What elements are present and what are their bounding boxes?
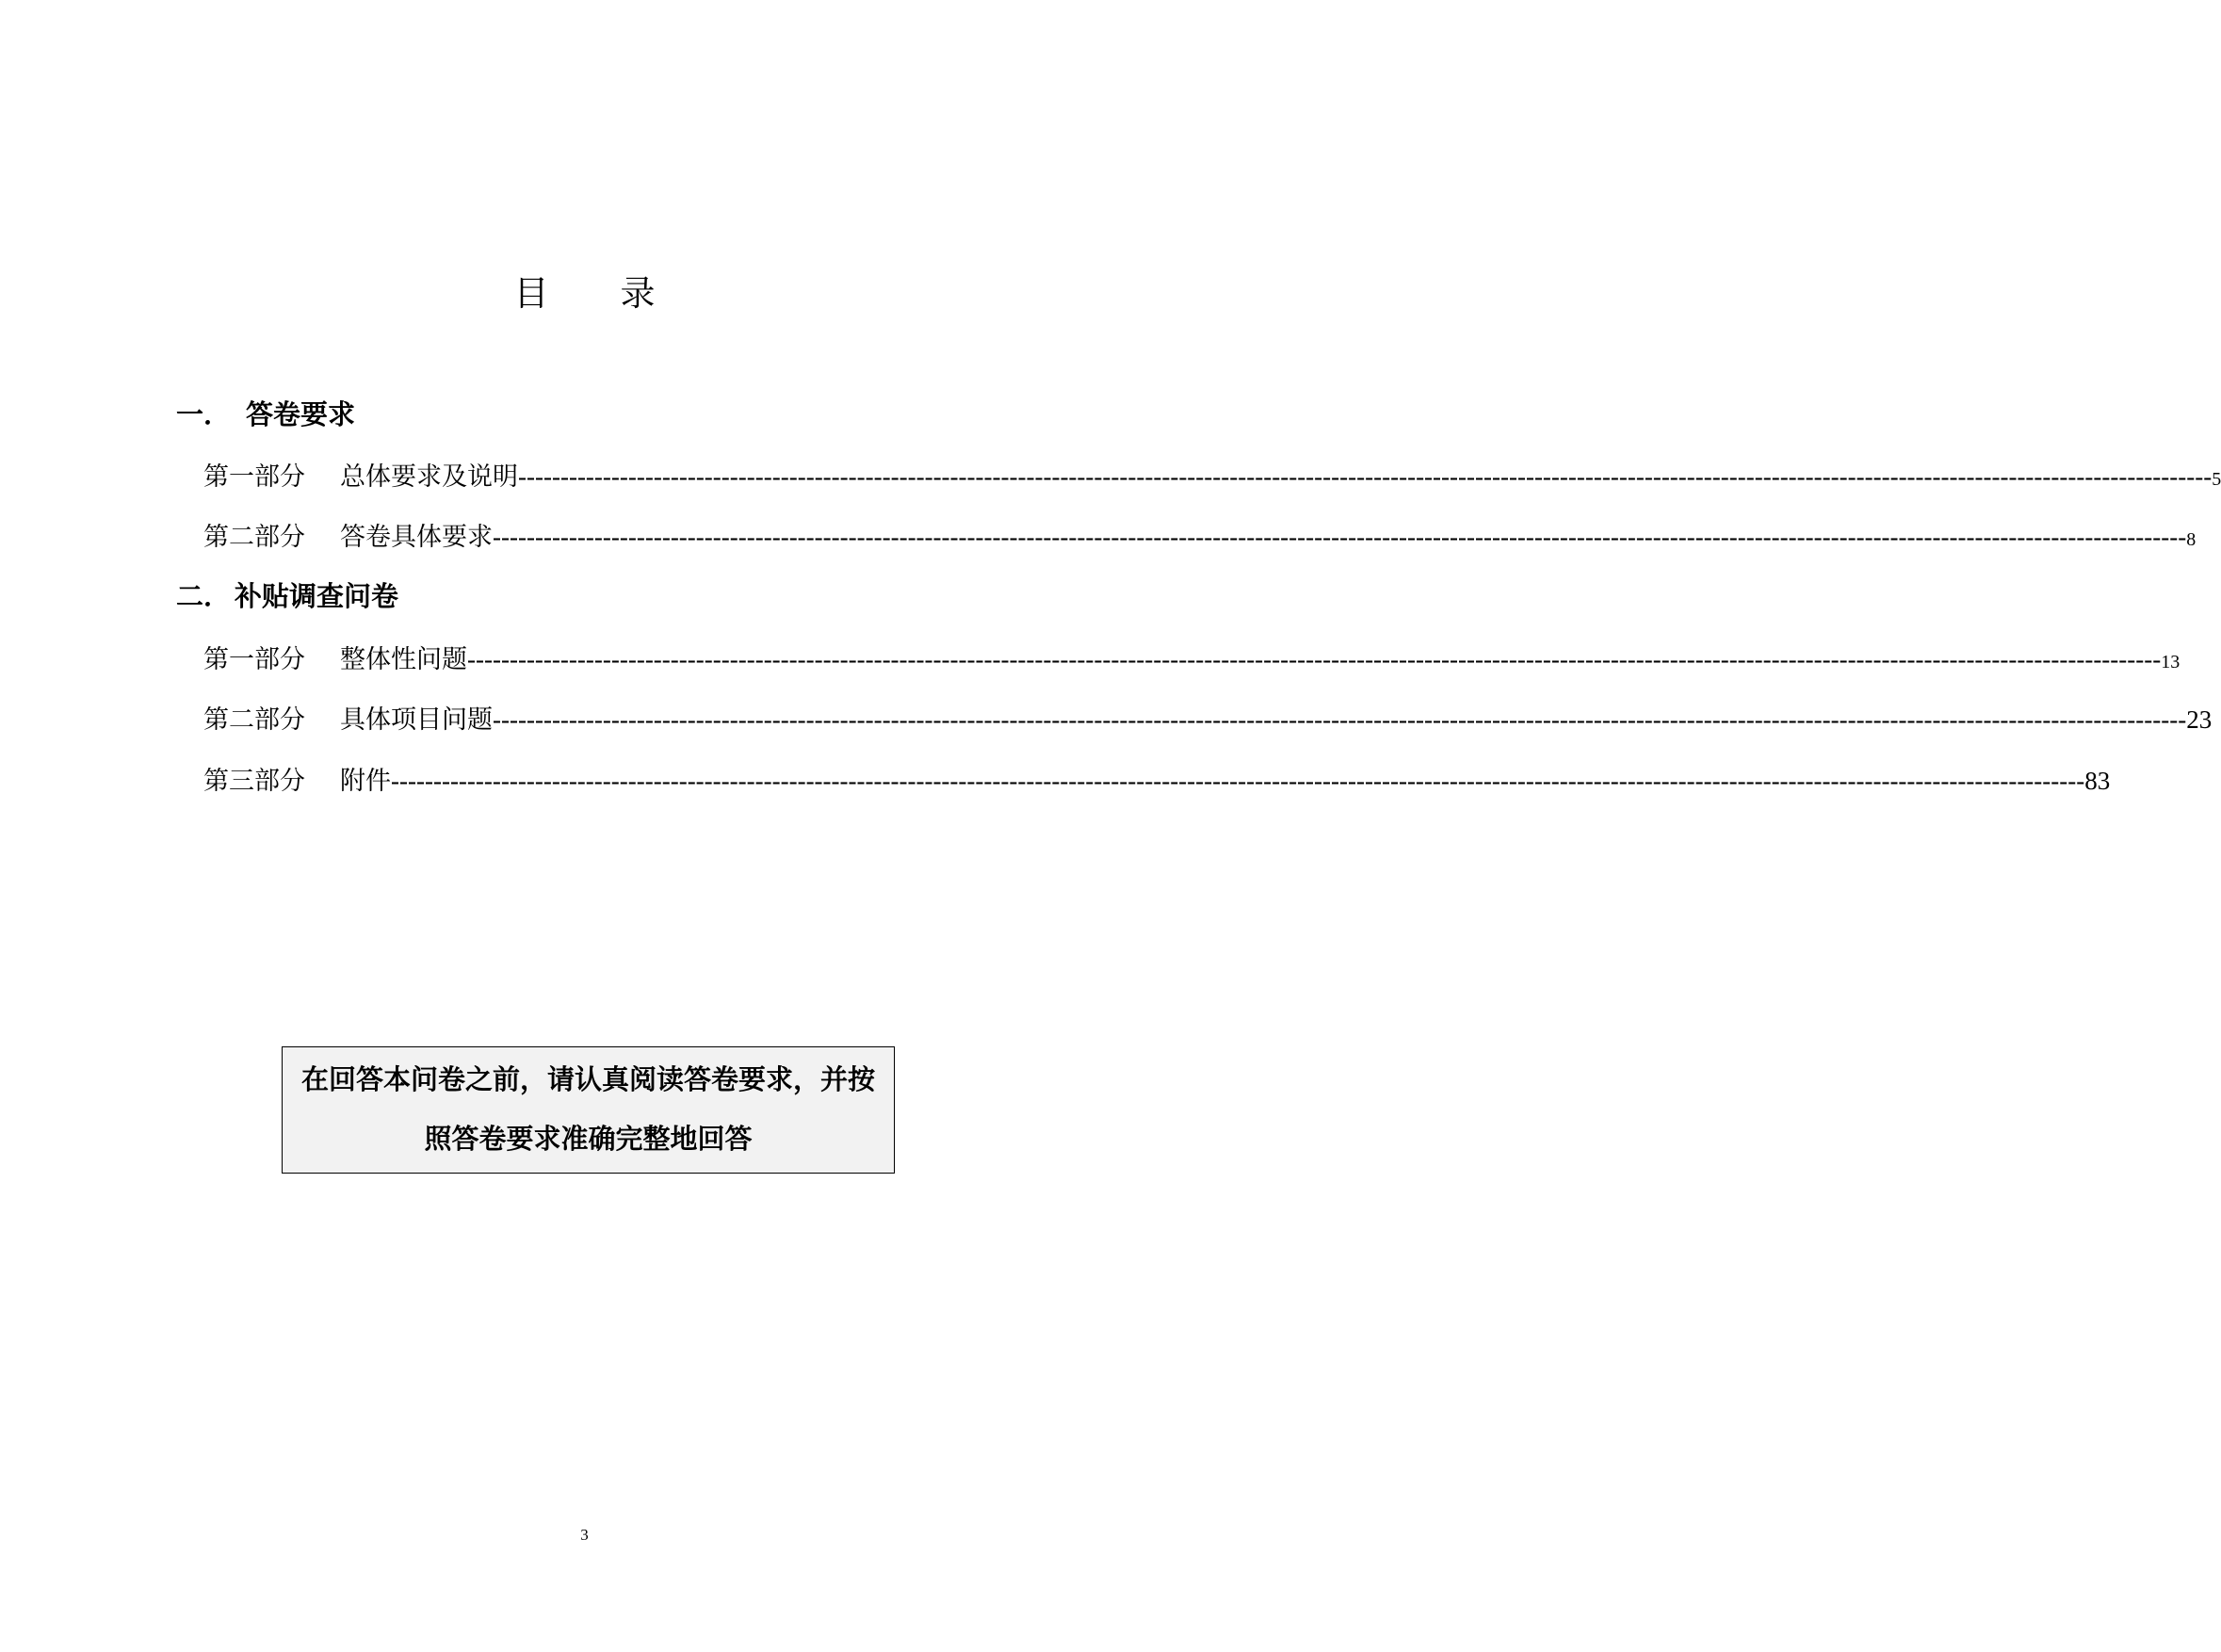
entry-title: 附件 bbox=[340, 767, 391, 796]
entry-title: 答卷具体要求 bbox=[340, 523, 493, 552]
entry-page-number: 5 bbox=[2212, 469, 2221, 490]
section-number: 一． bbox=[176, 398, 232, 430]
toc-entry[interactable] bbox=[203, 520, 2197, 557]
toc-entry[interactable] bbox=[203, 764, 2111, 799]
dot-leader: -------------------------------------------------------------------------------------------------------------------------------------------------------------------------------------------------------- bbox=[518, 462, 2213, 491]
page-title: 目录 bbox=[513, 273, 727, 314]
section-title: 答卷要求 bbox=[246, 398, 356, 430]
section-title: 补贴调查问卷 bbox=[235, 580, 399, 612]
entry-page-number: 8 bbox=[2186, 529, 2197, 550]
section-heading-2 bbox=[176, 578, 398, 614]
notice-line-2: 照答卷要求准确完整地回答 bbox=[424, 1123, 753, 1155]
toc-entry[interactable] bbox=[203, 642, 2180, 679]
dot-leader: -------------------------------------------------------------------------------------------------------------------------------------------------------------------------------------------------------- bbox=[391, 767, 2085, 795]
notice-line-1: 在回答本问卷之前，请认真阅读答卷要求，并按 bbox=[300, 1063, 875, 1095]
entry-title: 整体性问题 bbox=[340, 645, 467, 674]
section-heading-1 bbox=[176, 397, 355, 432]
entry-page-number: 83 bbox=[2084, 767, 2111, 795]
entry-part: 第二部分 bbox=[203, 705, 305, 735]
dot-leader: -------------------------------------------------------------------------------------------------------------------------------------------------------------------------------------------------------- bbox=[493, 705, 2187, 734]
toc-entry[interactable] bbox=[203, 703, 2213, 737]
entry-part: 第三部分 bbox=[203, 767, 305, 796]
entry-title: 总体要求及说明 bbox=[340, 462, 518, 492]
dot-leader: -------------------------------------------------------------------------------------------------------------------------------------------------------------------------------------------------------- bbox=[467, 645, 2162, 673]
page-number: 3 bbox=[580, 1526, 589, 1544]
dot-leader: -------------------------------------------------------------------------------------------------------------------------------------------------------------------------------------------------------- bbox=[493, 523, 2187, 551]
entry-page-number: 23 bbox=[2186, 705, 2213, 734]
entry-part: 第一部分 bbox=[203, 645, 305, 674]
notice-box bbox=[282, 1046, 895, 1174]
entry-part: 第一部分 bbox=[203, 462, 305, 492]
entry-page-number: 13 bbox=[2161, 652, 2180, 672]
entry-title: 具体项目问题 bbox=[340, 705, 493, 735]
section-number: 二． bbox=[176, 580, 232, 612]
entry-part: 第二部分 bbox=[203, 523, 305, 552]
toc-entry[interactable] bbox=[203, 460, 2221, 496]
